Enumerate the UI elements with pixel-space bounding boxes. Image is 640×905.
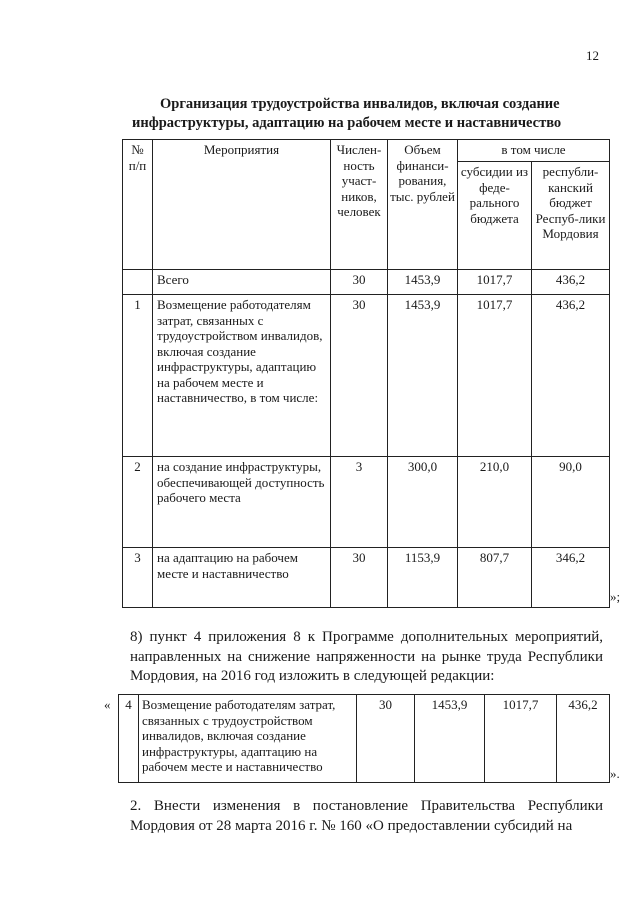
row-republic: 346,2 bbox=[532, 548, 610, 608]
row-event: Возмещение работодателям затрат, связанных с трудоустройством инвалидов, включая создание инфраструктуры, адаптацию на рабочем месте и наставничество, в том числе: bbox=[153, 295, 331, 457]
table-row bbox=[123, 457, 610, 548]
row-num: 1 bbox=[123, 295, 153, 457]
row-volume: 300,0 bbox=[388, 457, 458, 548]
row-count: 30 bbox=[331, 270, 388, 295]
row-volume: 1453,9 bbox=[415, 695, 485, 783]
opening-quote-mark: « bbox=[104, 697, 111, 712]
table-row bbox=[123, 295, 610, 457]
closing-quote-mark-2: ». bbox=[610, 766, 620, 781]
row-count: 30 bbox=[331, 548, 388, 608]
paragraph-8-text: 8) пункт 4 приложения 8 к Программе дополнительных мероприятий, направленных на снижение напряженности на рынке труда Республики Мордовия, на 2016 год изложить в следующей редакции: bbox=[130, 629, 603, 684]
row-volume: 1153,9 bbox=[388, 548, 458, 608]
row-federal: 807,7 bbox=[458, 548, 532, 608]
row-num: 4 bbox=[119, 695, 139, 783]
section-title bbox=[100, 95, 640, 133]
closing-quote-mark: »; bbox=[610, 589, 621, 604]
table-row bbox=[123, 270, 610, 295]
table-row bbox=[123, 548, 610, 608]
header-num: № п/п bbox=[123, 140, 153, 270]
page-number: 12 bbox=[586, 48, 599, 63]
row-num bbox=[123, 270, 153, 295]
paragraph-2-text: 2. Внести изменения в постановление Правительства Республики Мордовия от 28 марта 2016 г. № 160 «О предоставлении субсидий на bbox=[130, 798, 603, 834]
header-count: Числен-ность участ-ников, человек bbox=[331, 140, 388, 270]
row-federal: 1017,7 bbox=[458, 270, 532, 295]
row-count: 3 bbox=[331, 457, 388, 548]
paragraph-8 bbox=[100, 628, 603, 687]
row-volume: 1453,9 bbox=[388, 270, 458, 295]
amendment-table bbox=[118, 694, 610, 783]
header-volume: Объем финанси-рования, тыс. рублей bbox=[388, 140, 458, 270]
header-event: Мероприятия bbox=[153, 140, 331, 270]
title-line-1: Организация трудоустройства инвалидов, включая создание bbox=[160, 96, 560, 112]
title-line-2: инфраструктуры, адаптацию на рабочем месте и наставничество bbox=[132, 115, 562, 131]
row-num: 2 bbox=[123, 457, 153, 548]
row-count: 30 bbox=[357, 695, 415, 783]
row-republic: 436,2 bbox=[532, 270, 610, 295]
row-republic: 436,2 bbox=[557, 695, 610, 783]
row-event: Возмещение работодателям затрат, связанных с трудоустройством инвалидов, включая создание инфраструктуры, адаптацию на рабочем месте и наставничество bbox=[139, 695, 357, 783]
row-volume: 1453,9 bbox=[388, 295, 458, 457]
row-federal: 1017,7 bbox=[485, 695, 557, 783]
row-federal: 1017,7 bbox=[458, 295, 532, 457]
header-including: в том числе bbox=[458, 140, 610, 162]
row-event: на адаптацию на рабочем месте и наставничество bbox=[153, 548, 331, 608]
row-event: Всего bbox=[153, 270, 331, 295]
header-republic: республи-канский бюджет Респуб-лики Мордовия bbox=[532, 162, 610, 270]
header-federal: субсидии из феде-рального бюджета bbox=[458, 162, 532, 270]
row-republic: 90,0 bbox=[532, 457, 610, 548]
row-event: на создание инфраструктуры, обеспечивающей доступность рабочего места bbox=[153, 457, 331, 548]
funding-table bbox=[122, 139, 610, 608]
row-count: 30 bbox=[331, 295, 388, 457]
row-republic: 436,2 bbox=[532, 295, 610, 457]
paragraph-2 bbox=[100, 797, 603, 836]
table-row bbox=[119, 695, 610, 783]
row-num: 3 bbox=[123, 548, 153, 608]
row-federal: 210,0 bbox=[458, 457, 532, 548]
